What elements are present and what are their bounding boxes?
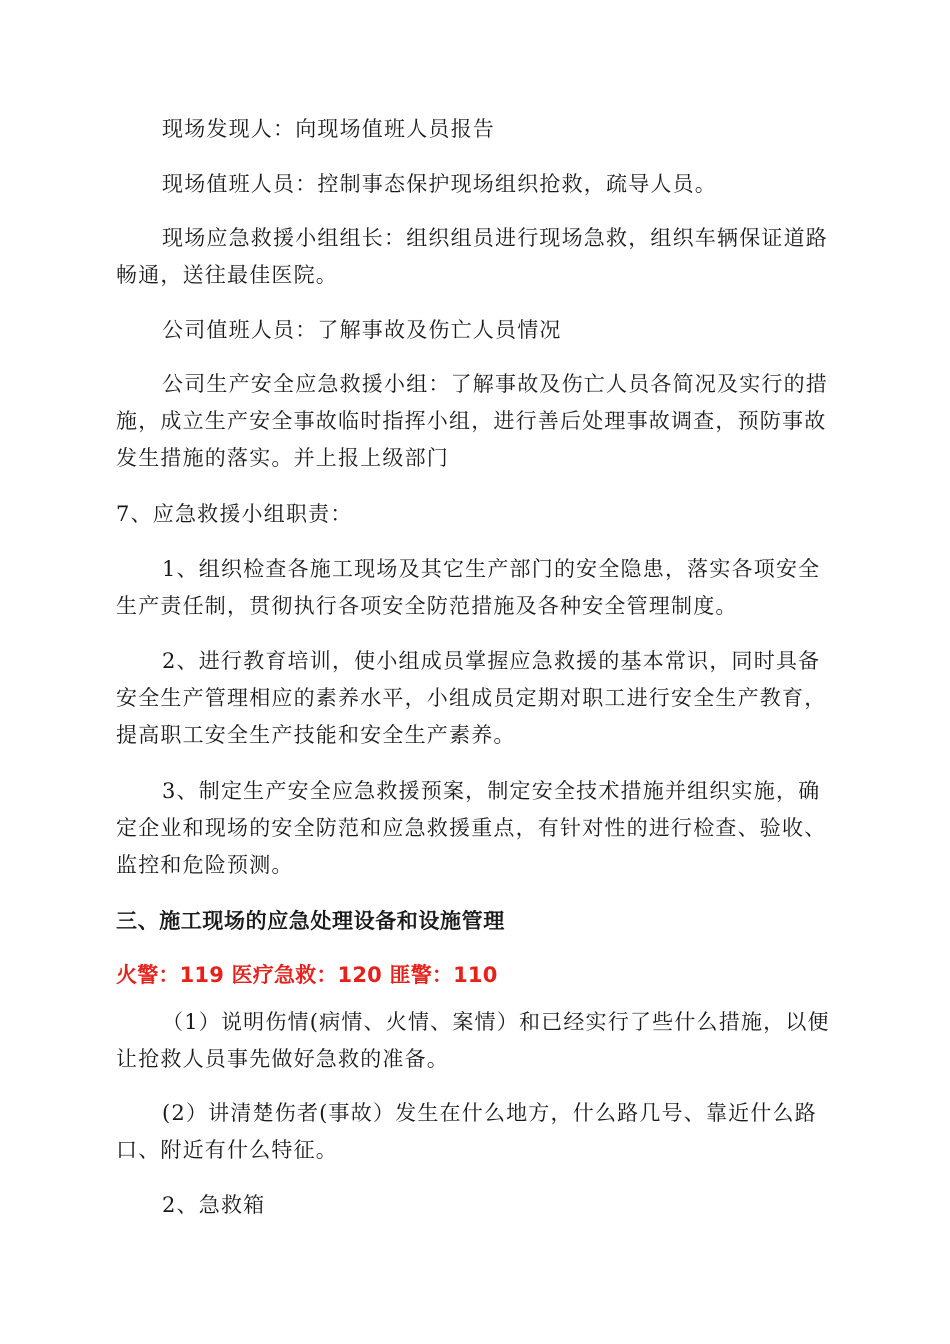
paragraph-company-rescue-team-line1: 公司生产安全应急救援小组：了解事故及伤亡人员各简况及实行的措	[162, 372, 828, 396]
note-1-line1: （1）说明伤情(病情、火情、案情）和已经实行了些什么措施，以便	[162, 1010, 830, 1034]
duty-item-3-line1: 3、制定生产安全应急救援预案，制定安全技术措施并组织实施，确	[162, 779, 821, 803]
duty-item-2-line1: 2、进行教育培训，使小组成员掌握应急救援的基本常识，同时具备	[162, 649, 821, 673]
note-2-line2: 口、附近有什么特征。	[116, 1138, 338, 1162]
paragraph-company-rescue-team-line3: 发生措施的落实。并上报上级部门	[116, 446, 449, 470]
section-heading-7: 7、应急救援小组职责：	[116, 502, 353, 526]
paragraph-onsite-discoverer: 现场发现人：向现场值班人员报告	[162, 117, 495, 141]
duty-item-2-line2: 安全生产管理相应的素养水平，小组成员定期对职工进行安全生产教育，	[116, 686, 827, 710]
duty-item-3-line2: 定企业和现场的安全防范和应急救援重点，有针对性的进行检查、验收、	[116, 816, 827, 840]
paragraph-company-rescue-team-line2: 施，成立生产安全事故临时指挥小组，进行善后处理事故调查，预防事故	[116, 409, 827, 433]
duty-item-1-line2: 生产责任制，贯彻执行各项安全防范措施及各种安全管理制度。	[116, 594, 738, 618]
duty-item-1-line1: 1、组织检查各施工现场及其它生产部门的安全隐患，落实各项安全	[162, 557, 821, 581]
note-1-line2: 让抢救人员事先做好急救的准备。	[116, 1047, 449, 1071]
paragraph-onsite-duty-staff: 现场值班人员：控制事态保护现场组织抢救，疏导人员。	[162, 172, 717, 196]
emergency-numbers: 火警：119 医疗急救：120 匪警：110	[116, 963, 498, 987]
first-aid-box-item: 2、急救箱	[162, 1193, 266, 1217]
note-2-line1: (2）讲清楚伤者(事故）发生在什么地方，什么路几号、靠近什么路	[162, 1101, 817, 1125]
duty-item-2-line3: 提高职工安全生产技能和安全生产素养。	[116, 723, 516, 747]
paragraph-company-duty-staff: 公司值班人员：了解事故及伤亡人员情况	[162, 318, 562, 342]
duty-item-3-line3: 监控和危险预测。	[116, 853, 294, 877]
paragraph-rescue-leader-line2: 畅通，送往最佳医院。	[116, 263, 338, 287]
paragraph-rescue-leader-line1: 现场应急救援小组组长：组织组员进行现场急救，组织车辆保证道路	[162, 226, 828, 250]
section-heading-3: 三、施工现场的应急处理设备和设施管理	[116, 909, 505, 933]
